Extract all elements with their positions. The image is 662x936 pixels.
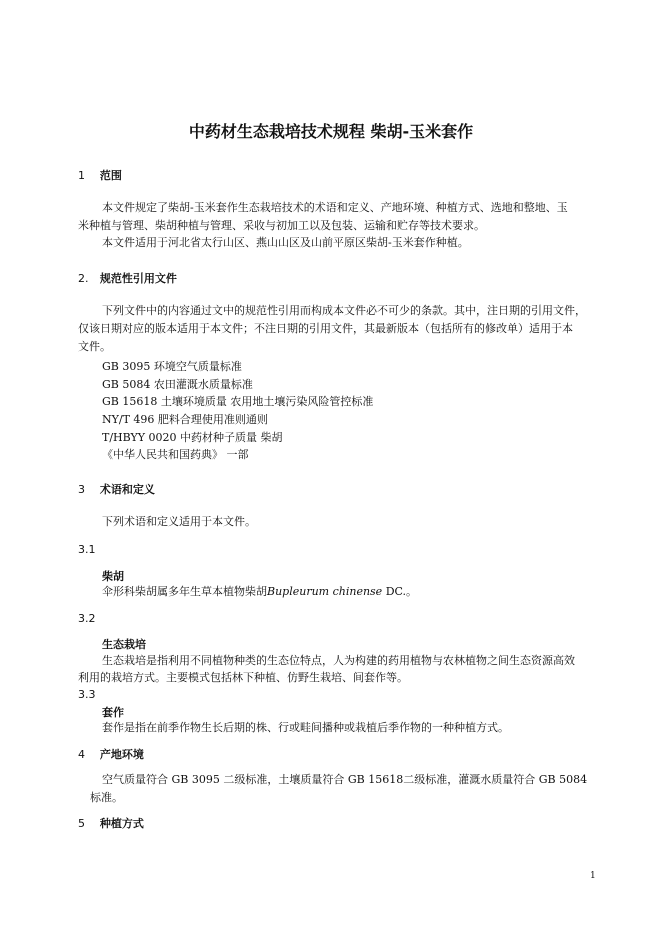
- definition-text: 伞形科柴胡属多年生草本植物柴胡: [102, 585, 267, 598]
- paragraph-line: 利用的栽培方式。主要模式包括林下种植、仿野生栽培、间套作等。: [78, 671, 408, 684]
- paragraph-line: 米种植与管理、柴胡种植与管理、采收与初加工以及包装、运输和贮存等技术要求。: [78, 219, 485, 232]
- paragraph-line: 本文件适用于河北省太行山区、燕山山区及山前平原区柴胡-玉米套作种植。: [102, 236, 469, 249]
- term-name: 套作: [102, 706, 124, 719]
- section-number: 2.: [78, 272, 89, 285]
- paragraph-line: 标准。: [90, 791, 123, 804]
- paragraph-line: 仅该日期对应的版本适用于本文件；不注日期的引用文件，其最新版本（包括所有的修改单）适用于本: [78, 322, 573, 335]
- section-5-heading: [78, 815, 144, 831]
- term-number: 3.2: [78, 612, 96, 625]
- section-number: 4: [78, 748, 85, 761]
- reference-item: GB 3095 环境空气质量标准: [102, 360, 242, 373]
- paragraph-line: 下列术语和定义适用于本文件。: [102, 515, 256, 528]
- section-title: 规范性引用文件: [99, 272, 177, 285]
- paragraph-line: 本文件规定了柴胡-玉米套作生态栽培技术的术语和定义、产地环境、种植方式、选地和整地、玉: [102, 201, 568, 214]
- reference-item: NY/T 496 肥料合理使用准则通则: [102, 413, 268, 426]
- term-definition: [102, 583, 417, 601]
- reference-item: T/HBYY 0020 中药材种子质量 柴胡: [102, 431, 283, 444]
- reference-item: GB 15618 土壤环境质量 农用地土壤污染风险管控标准: [102, 395, 374, 408]
- reference-item: GB 5084 农田灌溉水质量标准: [102, 378, 253, 391]
- section-title: 产地环境: [99, 748, 144, 761]
- paragraph-line: 下列文件中的内容通过文中的规范性引用而构成本文件必不可少的条款。其中，注日期的引用文件，: [102, 304, 586, 317]
- definition-text: DC.。: [382, 585, 418, 598]
- term-name: 柴胡: [102, 570, 124, 583]
- reference-item: 《中华人民共和国药典》 一部: [102, 448, 249, 461]
- paragraph-line: 生态栽培是指利用不同植物种类的生态位特点，人为构建的药用植物与农林植物之间生态资源高效: [102, 654, 575, 667]
- section-title: 种植方式: [99, 817, 144, 830]
- paragraph-line: 文件。: [78, 340, 111, 353]
- section-title: 范围: [99, 169, 122, 182]
- section-number: 3: [78, 483, 85, 496]
- section-3-heading: [78, 481, 155, 497]
- section-1-heading: [78, 167, 122, 183]
- term-number: 3.1: [78, 543, 96, 556]
- section-2-heading: [78, 270, 177, 286]
- section-4-heading: [78, 746, 144, 762]
- document-title: 中药材生态栽培技术规程 柴胡-玉米套作: [188, 122, 474, 141]
- latin-name: Bupleurum chinense: [267, 585, 383, 598]
- paragraph-line: 空气质量符合 GB 3095 二级标准，土壤质量符合 GB 15618二级标准，灌溉水质量符合 GB 5084: [102, 773, 588, 786]
- page-number: 1: [590, 871, 596, 881]
- term-name: 生态栽培: [102, 638, 146, 651]
- section-number: 1: [78, 169, 85, 182]
- section-number: 5: [78, 817, 85, 830]
- section-title: 术语和定义: [99, 483, 155, 496]
- term-definition: 套作是指在前季作物生长后期的株、行或畦间播种或栽植后季作物的一种种植方式。: [102, 721, 509, 734]
- term-number: 3.3: [78, 688, 96, 701]
